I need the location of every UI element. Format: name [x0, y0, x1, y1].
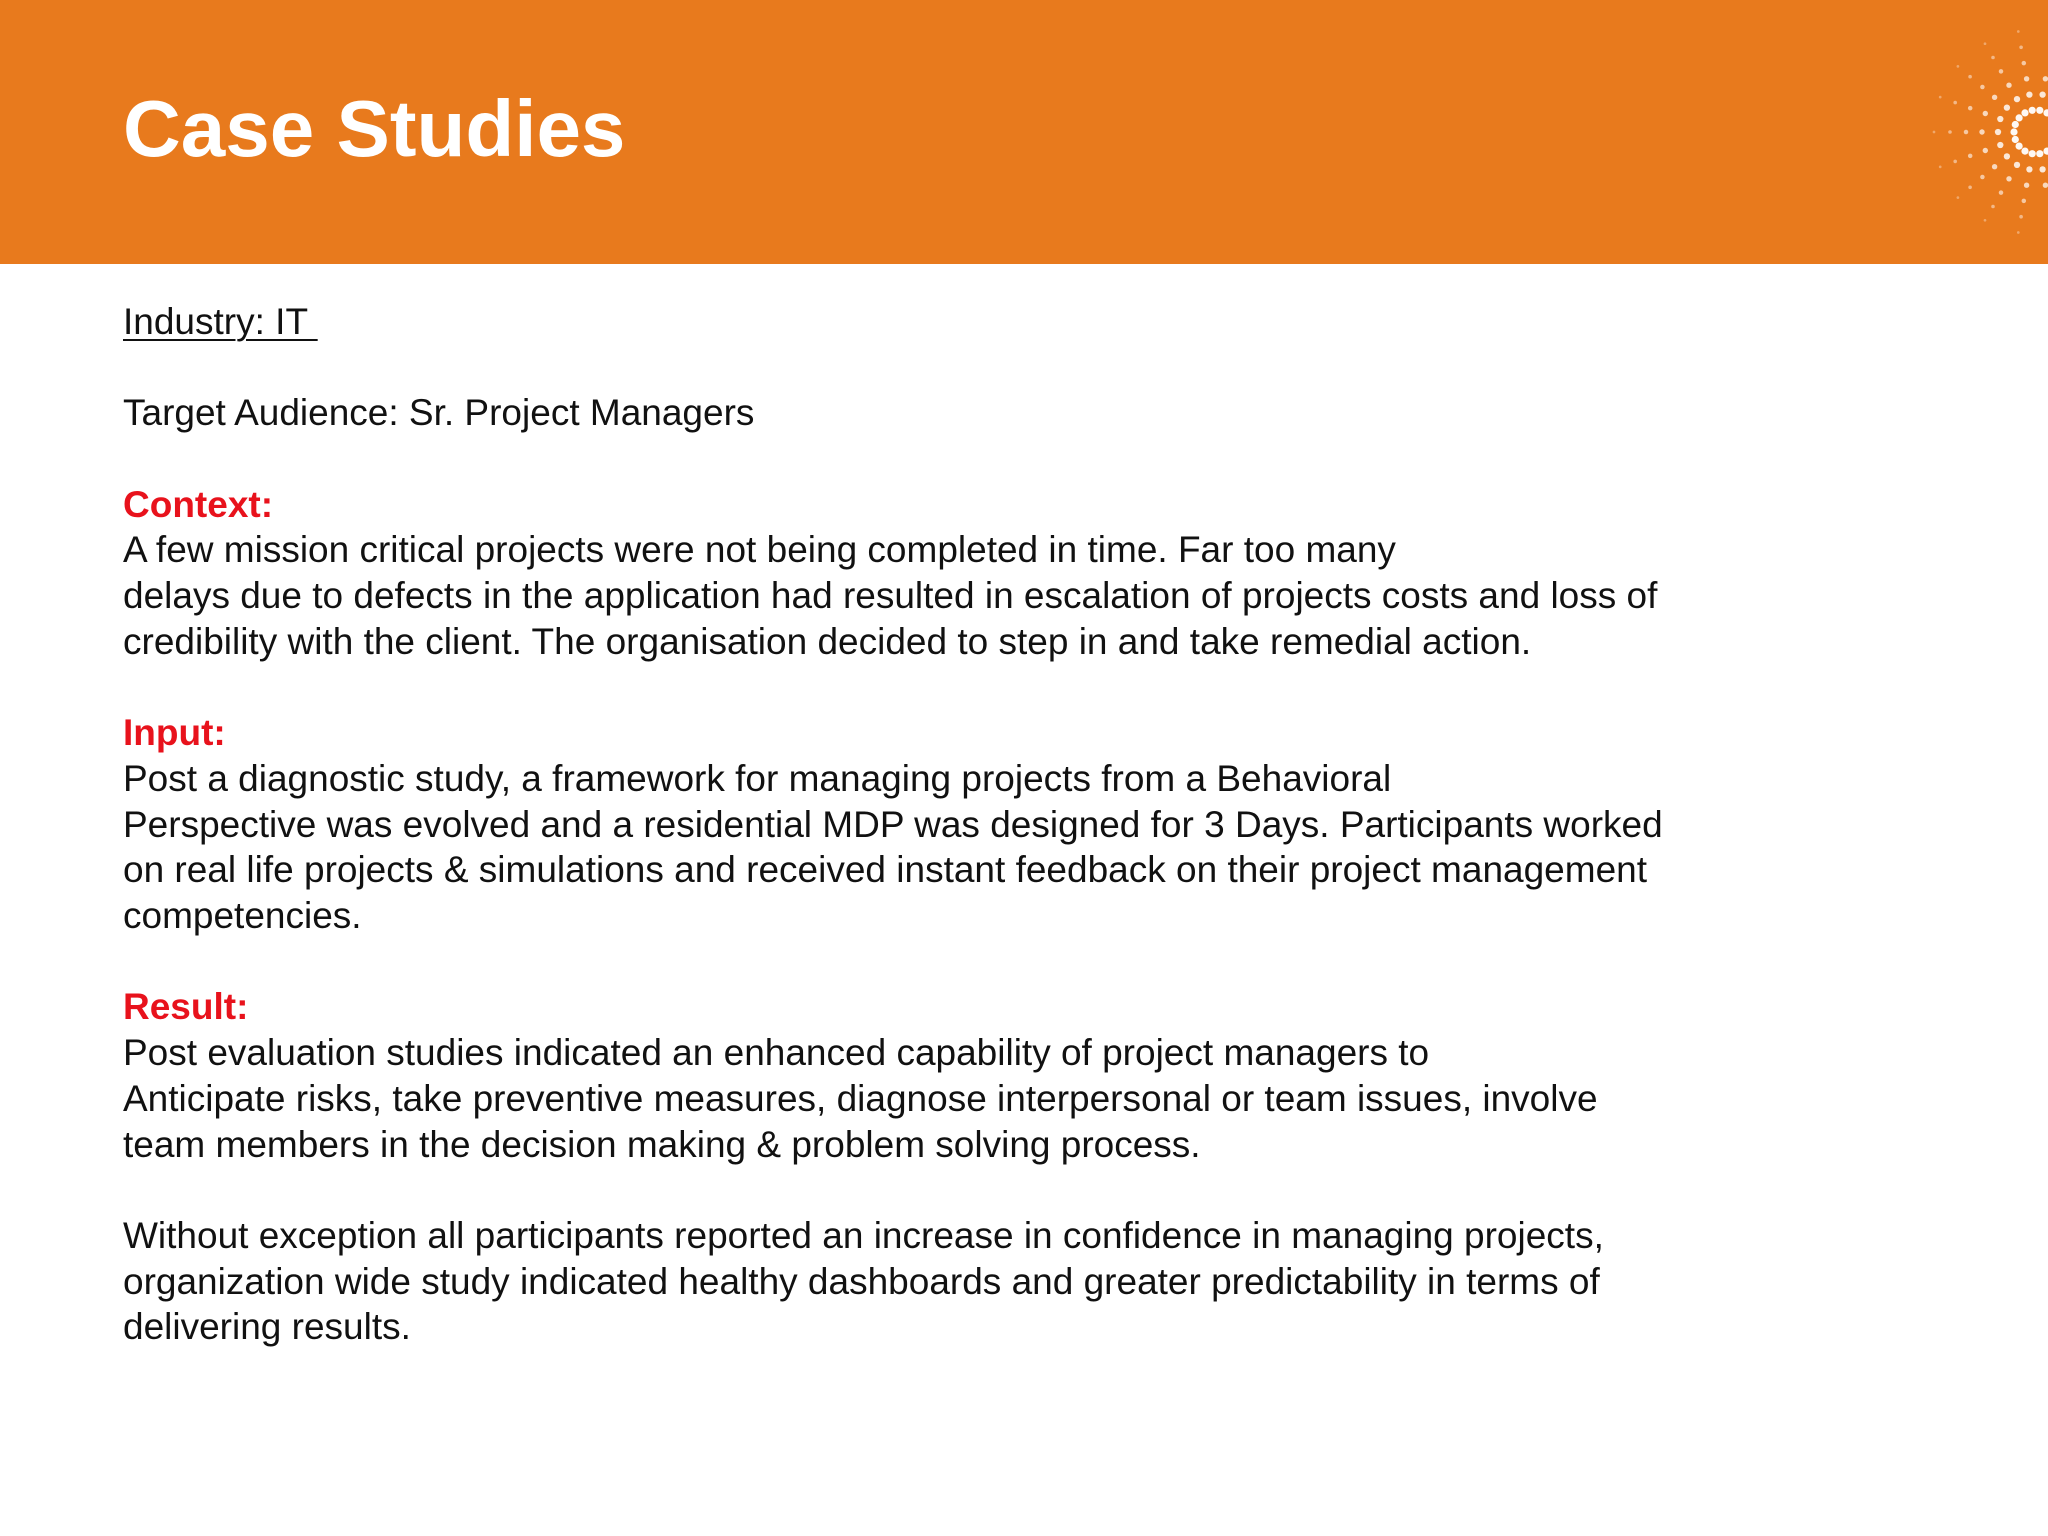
context-line: delays due to defects in the application had resulted in escalation of projects costs and loss of	[123, 575, 1658, 617]
sunburst-dot	[2029, 150, 2036, 157]
sunburst-dot	[2021, 109, 2028, 116]
context-heading: Context:	[123, 483, 274, 525]
sunburst-dot	[2036, 150, 2043, 157]
sunburst-dot	[1992, 95, 1997, 100]
sunburst-dot	[2039, 91, 2045, 97]
sunburst-dot	[1939, 166, 1942, 169]
sunburst-dot	[2022, 61, 2027, 66]
result-closing-line: delivering results.	[123, 1306, 411, 1348]
industry-label: Industry: IT	[123, 301, 318, 342]
sunburst-dot	[1968, 75, 1972, 79]
sunburst-dot	[2017, 30, 2020, 33]
sunburst-dot	[2043, 148, 2048, 155]
sunburst-dot	[1992, 164, 1997, 169]
sunburst-icon	[1868, 0, 2048, 264]
sunburst-dot	[2004, 104, 2010, 110]
sunburst-dot	[2019, 215, 2023, 219]
context-text	[123, 527, 1923, 664]
sunburst-dot	[1968, 186, 1972, 190]
sunburst-dot	[1991, 56, 1995, 60]
sunburst-dot	[2016, 114, 2023, 121]
sunburst-dot	[2006, 83, 2011, 88]
sunburst-dot	[1997, 142, 2003, 148]
sunburst-dot	[1968, 106, 1973, 111]
sunburst-dot	[2036, 107, 2043, 114]
sunburst-dot	[1984, 219, 1987, 222]
sunburst-dot	[1953, 160, 1957, 164]
result-line: Anticipate risks, take preventive measures, diagnose interpersonal or team issues, involve	[123, 1077, 1598, 1119]
sunburst-dot	[1983, 111, 1988, 116]
sunburst-dot	[2012, 121, 2019, 128]
result-closing-text	[123, 1213, 1923, 1350]
case-study-body	[123, 299, 1923, 1350]
sunburst-dot	[2039, 166, 2045, 172]
result-line: team members in the decision making & problem solving process.	[123, 1123, 1201, 1165]
sunburst-dot	[2026, 166, 2032, 172]
result-line: Post evaluation studies indicated an enhanced capability of project managers to	[123, 1032, 1430, 1074]
sunburst-dot	[1953, 101, 1957, 105]
sunburst-dot	[2026, 91, 2032, 97]
sunburst-dot	[1979, 129, 1984, 134]
sunburst-dot	[1968, 154, 1973, 159]
sunburst-dot	[2021, 148, 2028, 155]
sunburst-dot	[2014, 96, 2020, 102]
sunburst-dot	[1980, 85, 1985, 90]
sunburst-dot	[2043, 76, 2048, 81]
sunburst-dot	[1983, 148, 1988, 153]
sunburst-dot	[2014, 162, 2020, 168]
sunburst-dot	[1948, 130, 1952, 134]
sunburst-dot	[1999, 190, 2004, 195]
sunburst-dot	[1964, 130, 1969, 135]
sunburst-dot	[1957, 196, 1960, 199]
result-closing-line: Without exception all participants reported an increase in confidence in managing projects,	[123, 1214, 1604, 1256]
context-line: credibility with the client. The organisation decided to step in and take remedial action.	[123, 620, 1532, 662]
sunburst-dot	[2029, 107, 2036, 114]
sunburst-dot	[2043, 109, 2048, 116]
input-line: Post a diagnostic study, a framework for managing projects from a Behavioral	[123, 757, 1392, 799]
sunburst-dot	[1980, 175, 1985, 180]
result-text	[123, 1030, 1923, 1167]
sunburst-dot	[1957, 65, 1960, 68]
page-title: Case Studies	[123, 84, 626, 173]
input-heading: Input:	[123, 712, 226, 754]
input-text	[123, 756, 1923, 939]
target-audience: Target Audience: Sr. Project Managers	[123, 392, 755, 434]
context-line: A few mission critical projects were not being completed in time. Far too many	[123, 529, 1396, 571]
input-line: on real life projects & simulations and received instant feedback on their project management	[123, 849, 1648, 891]
sunburst-dot	[2024, 183, 2029, 188]
sunburst-dot	[2024, 76, 2029, 81]
sunburst-dot	[1995, 129, 2001, 135]
sunburst-dot	[2043, 183, 2048, 188]
sunburst-dot	[1939, 96, 1942, 99]
sunburst-dot	[1933, 131, 1936, 134]
result-heading: Result:	[123, 986, 249, 1028]
sunburst-dot	[2004, 153, 2010, 159]
input-line: competencies.	[123, 895, 362, 937]
sunburst-dot	[2012, 136, 2019, 143]
sunburst-dot	[1984, 42, 1987, 45]
input-line: Perspective was evolved and a residential MDP was designed for 3 Days. Participants worked	[123, 803, 1663, 845]
sunburst-dot	[1991, 205, 1995, 209]
sunburst-dot	[2010, 128, 2017, 135]
sunburst-dot	[2022, 199, 2027, 204]
sunburst-dot	[2016, 143, 2023, 150]
result-closing-line: organization wide study indicated healthy dashboards and greater predictability in terms of	[123, 1260, 1600, 1302]
sunburst-dot	[2017, 231, 2020, 234]
header-banner	[0, 0, 2048, 264]
sunburst-dot	[1997, 116, 2003, 122]
sunburst-dot	[2006, 176, 2011, 181]
sunburst-dot	[1999, 69, 2004, 74]
sunburst-dot	[2019, 46, 2023, 50]
